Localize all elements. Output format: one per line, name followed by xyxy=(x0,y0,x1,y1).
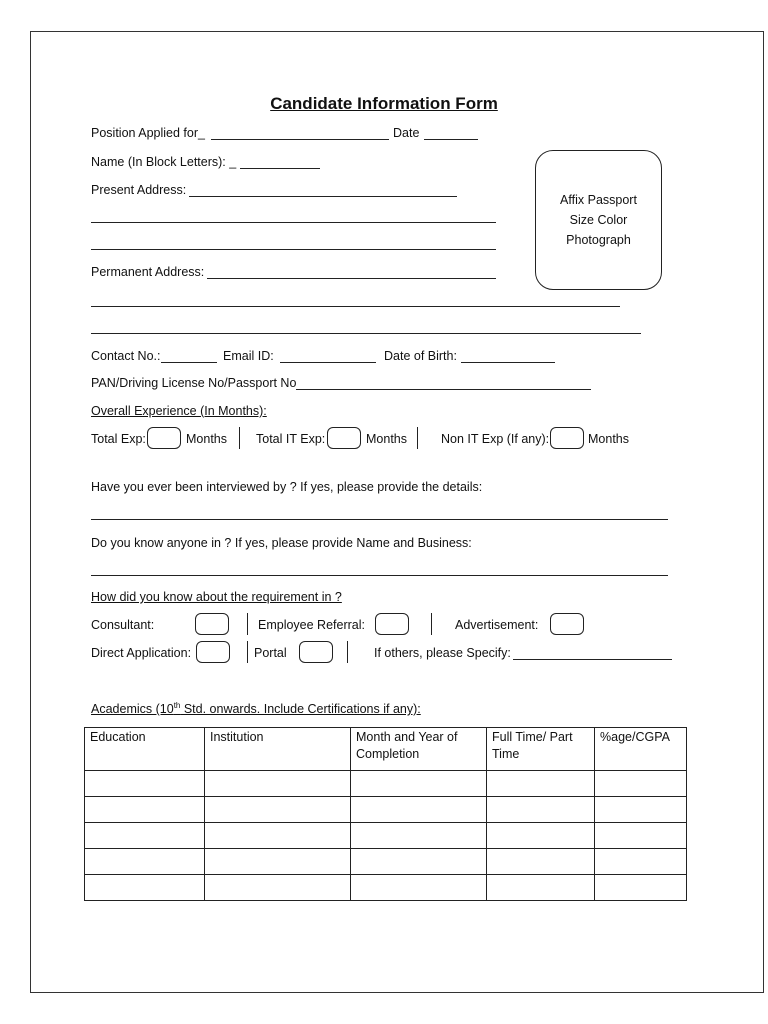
permanent-address-field-2[interactable] xyxy=(91,306,620,307)
others-field[interactable] xyxy=(513,659,672,660)
id-field[interactable] xyxy=(296,389,591,390)
table-cell-input[interactable] xyxy=(351,875,487,901)
table-cell-input[interactable] xyxy=(351,849,487,875)
source-heading: How did you know about the requirement in ? xyxy=(91,590,342,604)
position-field[interactable] xyxy=(211,139,389,140)
experience-heading: Overall Experience (In Months): xyxy=(91,404,267,418)
table-cell-input[interactable] xyxy=(205,823,351,849)
table-cell-input[interactable] xyxy=(487,797,595,823)
table-cell-input[interactable] xyxy=(595,797,687,823)
permanent-address-field-3[interactable] xyxy=(91,333,641,334)
table-cell-input[interactable] xyxy=(85,797,205,823)
email-field[interactable] xyxy=(280,362,376,363)
direct-application-label: Direct Application: xyxy=(91,646,192,660)
separator xyxy=(239,427,240,449)
table-row xyxy=(85,771,687,797)
dob-field[interactable] xyxy=(461,362,555,363)
total-it-exp-box[interactable] xyxy=(327,427,361,449)
photo-text-line-3: Photograph xyxy=(566,233,631,247)
name-label: Name (In Block Letters): _ xyxy=(91,155,237,169)
employee-referral-label: Employee Referral: xyxy=(258,618,365,632)
table-row xyxy=(85,875,687,901)
date-label: Date xyxy=(393,126,420,140)
permanent-address-field-1[interactable] xyxy=(207,278,496,279)
separator xyxy=(431,613,432,635)
table-cell-input[interactable] xyxy=(85,875,205,901)
know-anyone-answer-field[interactable] xyxy=(91,575,668,576)
permanent-address-label: Permanent Address: xyxy=(91,265,205,279)
others-label: If others, please Specify: xyxy=(374,646,511,660)
portal-label: Portal xyxy=(254,646,287,660)
date-field[interactable] xyxy=(424,139,478,140)
direct-application-box[interactable] xyxy=(196,641,230,663)
table-cell-input[interactable] xyxy=(85,823,205,849)
contact-label: Contact No.: xyxy=(91,349,161,363)
form-title: Candidate Information Form xyxy=(270,94,498,113)
separator xyxy=(347,641,348,663)
total-exp-months: Months xyxy=(186,432,227,446)
advertisement-box[interactable] xyxy=(550,613,584,635)
separator xyxy=(247,613,248,635)
table-cell-input[interactable] xyxy=(85,849,205,875)
photo-text-line-1: Affix Passport xyxy=(560,193,637,207)
interviewed-question: Have you ever been interviewed by ? If yes, please provide the details: xyxy=(91,480,483,494)
consultant-box[interactable] xyxy=(195,613,229,635)
table-cell-input[interactable] xyxy=(595,823,687,849)
portal-box[interactable] xyxy=(299,641,333,663)
id-label: PAN/Driving License No/Passport No xyxy=(91,376,297,390)
table-cell-input[interactable] xyxy=(85,771,205,797)
table-row xyxy=(85,823,687,849)
table-cell-input[interactable] xyxy=(487,849,595,875)
employee-referral-box[interactable] xyxy=(375,613,409,635)
position-label: Position Applied for_ xyxy=(91,126,205,140)
table-cell-input[interactable] xyxy=(205,849,351,875)
table-cell-input[interactable] xyxy=(595,875,687,901)
consultant-label: Consultant: xyxy=(91,618,155,632)
table-cell-input[interactable] xyxy=(351,771,487,797)
table-cell-input[interactable] xyxy=(205,771,351,797)
total-exp-label: Total Exp: xyxy=(91,432,146,446)
separator xyxy=(417,427,418,449)
present-address-label: Present Address: xyxy=(91,183,187,197)
table-cell-input[interactable] xyxy=(595,849,687,875)
table-cell-input[interactable] xyxy=(351,797,487,823)
column-header-institution: Institution xyxy=(205,728,351,771)
dob-label: Date of Birth: xyxy=(384,349,457,363)
photo-text-line-2: Size Color xyxy=(569,213,628,227)
table-cell-input[interactable] xyxy=(205,875,351,901)
total-exp-box[interactable] xyxy=(147,427,181,449)
present-address-field-3[interactable] xyxy=(91,249,496,250)
academics-heading: Academics (10th Std. onwards. Include Certifications if any): xyxy=(91,700,421,716)
contact-field[interactable] xyxy=(161,362,217,363)
interviewed-answer-field[interactable] xyxy=(91,519,668,520)
column-header-education: Education xyxy=(85,728,205,771)
table-cell-input[interactable] xyxy=(595,771,687,797)
table-cell-input[interactable] xyxy=(487,823,595,849)
table-header-row xyxy=(85,728,687,771)
table-cell-input[interactable] xyxy=(487,875,595,901)
name-field[interactable] xyxy=(240,168,320,169)
table-cell-input[interactable] xyxy=(205,797,351,823)
table-cell-input[interactable] xyxy=(487,771,595,797)
present-address-field-2[interactable] xyxy=(91,222,496,223)
total-it-exp-label: Total IT Exp: xyxy=(256,432,326,446)
non-it-exp-label: Non IT Exp (If any): xyxy=(441,432,550,446)
table-row xyxy=(85,849,687,875)
column-header-completion: Month and Year of Completion xyxy=(351,728,487,771)
table-cell-input[interactable] xyxy=(351,823,487,849)
total-it-exp-months: Months xyxy=(366,432,407,446)
column-header-cgpa: %age/CGPA xyxy=(595,728,687,771)
know-anyone-question: Do you know anyone in ? If yes, please provide Name and Business: xyxy=(91,536,472,550)
advertisement-label: Advertisement: xyxy=(455,618,539,632)
column-header-full-part-time: Full Time/ Part Time xyxy=(487,728,595,771)
passport-photo-box[interactable] xyxy=(535,150,662,290)
non-it-exp-box[interactable] xyxy=(550,427,584,449)
table-row xyxy=(85,797,687,823)
non-it-exp-months: Months xyxy=(588,432,629,446)
email-label: Email ID: xyxy=(223,349,274,363)
separator xyxy=(247,641,248,663)
academics-table xyxy=(84,727,687,901)
present-address-field-1[interactable] xyxy=(189,196,457,197)
